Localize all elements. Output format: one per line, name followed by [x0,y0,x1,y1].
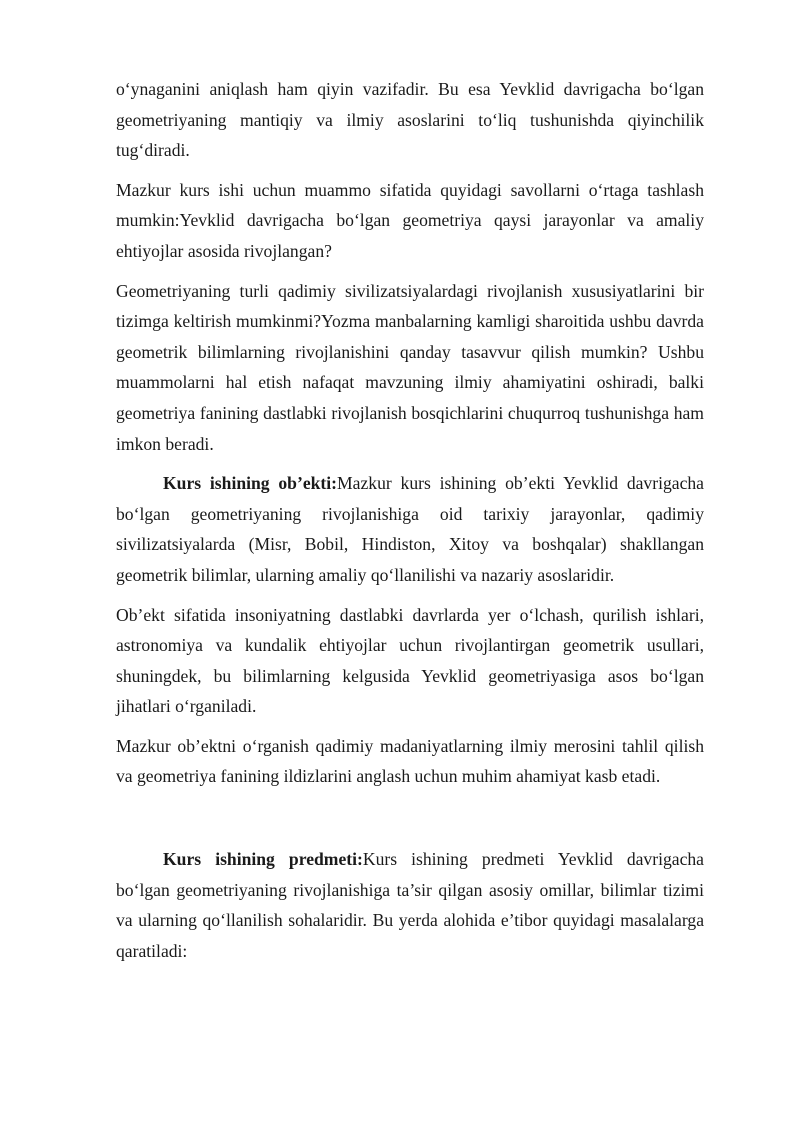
paragraph-text: Mazkur kurs ishining ob’ekti Yevklid davrigacha bo‘lgan geometriyaning rivojlanishiga oid tarixiy jarayonlar, qadimiy sivilizatsiyalarda (Misr, Bobil, Hindiston, Xitoy va boshqalar) shakllangan geometrik bilimlar, ularning amaliy qo‘llanilishi va nazariy asoslaridir. [116,473,704,585]
paragraph-object-details [116,600,704,722]
paragraph-intro-continuation [116,74,704,166]
paragraph-spacer [116,801,704,844]
paragraph-problem-statement [116,175,704,267]
paragraph-text: Ob’ekt sifatida insoniyatning dastlabki davrlarda yer o‘lchash, qurilish ishlari, astronomiya va kundalik ehtiyojlar uchun rivojlantirgan geometrik usullari, shuningdek, bu bilimlarning kelgusida Yevklid geometriyasiga asos bo‘lgan jihatlari o‘rganiladi. [116,604,704,717]
paragraph-object [116,468,704,590]
document-page [116,74,704,975]
paragraph-heading-subject: Kurs ishining predmeti: [163,849,363,870]
paragraph-text: Mazkur ob’ektni o‘rganish qadimiy madaniyatlarning ilmiy merosini tahlil qilish va geometriya fanining ildizlarini anglash uchun muhim ahamiyat kasb etadi. [116,735,704,787]
paragraph-text: Geometriyaning turli qadimiy sivilizatsiyalardagi rivojlanish xususiyatlarini bir tizimga keltirish mumkinmi?Yozma manbalarning kamligi sharoitida ushbu davrda geometrik bilimlarning rivojlanishini qanday tasavvur qilish mumkin? Ushbu muammolarni hal etish nafaqat mavzuning ilmiy ahamiyatini oshiradi, balki geometriya fanining dastlabki rivojlanish bosqichlarini chuqurroq tushunishga ham imkon beradi. [116,280,704,454]
paragraph-heading-object: Kurs ishining ob’ekti: [163,473,338,494]
paragraph-text: Kurs ishining predmeti Yevklid davrigacha bo‘lgan geometriyaning rivojlanishiga ta’sir qilgan asosiy omillar, bilimlar tizimi va ularning qo‘llanilish sohalaridir. Bu yerda alohida e’tibor quyidagi masalalarga qaratiladi: [116,849,704,961]
paragraph-text: o‘ynaganini aniqlash ham qiyin vazifadir. Bu esa Yevklid davrigacha bo‘lgan geometriyaning mantiqiy va ilmiy asoslarini to‘liq tushunishda qiyinchilik tug‘diradi. [116,79,704,161]
paragraph-object-significance [116,731,704,792]
paragraph-subject [116,844,704,966]
paragraph-text: Mazkur kurs ishi uchun muammo sifatida quyidagi savollarni o‘rtaga tashlash mumkin:Yevklid davrigacha bo‘lgan geometriya qaysi jarayonlar va amaliy ehtiyojlar asosida rivojlangan? [116,179,704,261]
paragraph-problem-questions [116,276,704,460]
